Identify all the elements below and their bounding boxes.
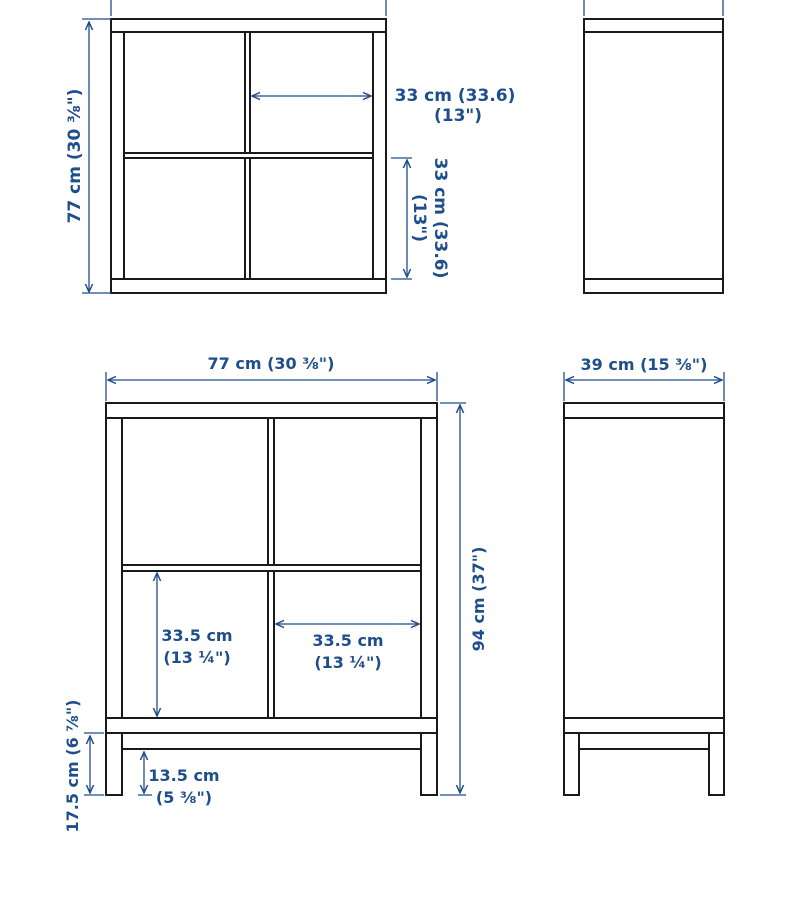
top-side-outer-frame xyxy=(584,19,723,293)
bottom-front-left-leg xyxy=(106,733,122,795)
top-front-left-side xyxy=(111,32,124,279)
bottom-compartment-height-label-line1: 33.5 cm xyxy=(161,626,233,645)
top-compartment-height-label-line1: 33 cm (33.6) xyxy=(430,157,450,279)
bottom-side-view xyxy=(564,355,724,795)
top-side-bottom-panel xyxy=(584,279,723,293)
bottom-front-horizontal-shelf xyxy=(122,565,421,571)
top-front-right-side xyxy=(373,32,386,279)
clearance-label-line2: (5 ⅜") xyxy=(155,788,213,807)
bottom-side-right-leg xyxy=(709,733,724,795)
bottom-front-right-side xyxy=(421,418,437,718)
bottom-front-base-rail xyxy=(122,733,421,749)
bottom-front-top-panel xyxy=(106,403,437,418)
top-compartment-height-label-line2: (13") xyxy=(409,193,429,243)
top-height-label: 77 cm (30 ⅜") xyxy=(65,88,85,224)
bottom-front-view xyxy=(63,354,488,833)
top-side-top-panel xyxy=(584,19,723,32)
top-compartment-width-label-line2: (13") xyxy=(433,106,483,126)
top-front-view xyxy=(65,19,515,293)
bottom-side-outer-frame xyxy=(564,403,724,733)
bottom-side-left-leg xyxy=(564,733,579,795)
bottom-front-left-side xyxy=(106,418,122,718)
top-front-top-panel xyxy=(111,19,386,32)
bottom-compartment-width-label-line2: (13 ¼") xyxy=(314,653,382,672)
bottom-side-bottom-panel xyxy=(564,718,724,733)
bottom-width-label: 77 cm (30 ⅜") xyxy=(207,354,335,373)
top-front-horizontal-shelf xyxy=(124,153,373,158)
bottom-side-top-panel xyxy=(564,403,724,418)
top-front-bottom-panel xyxy=(111,279,386,293)
bottom-front-bottom-panel xyxy=(106,718,437,733)
depth-label: 39 cm (15 ⅜") xyxy=(580,355,708,374)
clearance-label-line1: 13.5 cm xyxy=(148,766,220,785)
top-compartment-width-label-line1: 33 cm (33.6) xyxy=(394,86,516,106)
bottom-side-base-rail xyxy=(579,733,709,749)
bottom-height-label: 94 cm (37") xyxy=(469,546,488,652)
top-side-view xyxy=(584,0,723,293)
base-height-label: 17.5 cm (6 ⅞") xyxy=(63,699,82,833)
bottom-compartment-height-label-line2: (13 ¼") xyxy=(163,648,231,667)
bottom-compartment-width-label-line1: 33.5 cm xyxy=(312,631,384,650)
bottom-front-right-leg xyxy=(421,733,437,795)
